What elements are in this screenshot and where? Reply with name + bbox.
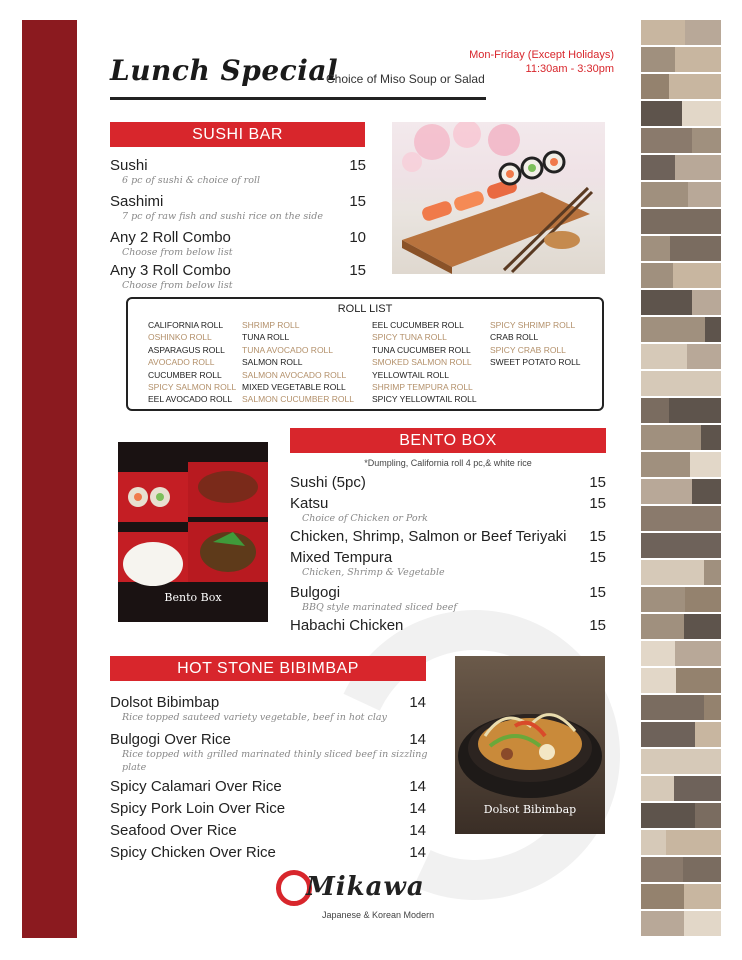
item-price: 15 [349, 262, 366, 279]
item-price: 14 [409, 694, 426, 711]
left-decorative-bar [22, 20, 77, 938]
bento-photo-caption: Bento Box [164, 591, 222, 604]
item-name: Bulgogi Over Rice [110, 731, 231, 748]
item-name: Spicy Calamari Over Rice [110, 778, 282, 795]
roll-item: TUNA AVOCADO ROLL [242, 344, 334, 355]
roll-item: SALMON AVOCADO ROLL [242, 369, 347, 380]
item-name: Katsu [290, 495, 329, 512]
hours-time: 11:30am - 3:30pm [525, 63, 614, 75]
page-subtitle: Choice of Miso Soup or Salad [326, 72, 485, 86]
item-price: 14 [409, 731, 426, 748]
item-name: Spicy Pork Loin Over Rice [110, 800, 286, 817]
item-price: 14 [409, 800, 426, 817]
bibimbap-photo-caption: Dolsot Bibimbap [483, 803, 577, 816]
item-name: Habachi Chicken [290, 617, 404, 634]
bento-box-photo [118, 442, 268, 622]
roll-list-column [242, 319, 354, 406]
roll-list-title: ROLL LIST [337, 303, 393, 315]
roll-item: TUNA CUCUMBER ROLL [372, 344, 471, 355]
roll-item: YELLOWTAIL ROLL [372, 369, 449, 380]
item-description: Choose from below list [122, 247, 233, 258]
item-price: 15 [589, 474, 606, 491]
roll-item: SALMON ROLL [242, 357, 303, 368]
sushi-bar-header: SUSHI BAR [110, 122, 365, 147]
item-price: 15 [589, 495, 606, 512]
item-name: Sushi (5pc) [290, 474, 366, 491]
item-price: 10 [349, 229, 366, 246]
item-description: Rice topped sauteed variety vegetable, beef in hot clay [122, 712, 387, 723]
roll-item: SWEET POTATO ROLL [490, 357, 581, 368]
item-price: 15 [349, 193, 366, 210]
item-price: 14 [409, 844, 426, 861]
item-description: 6 pc of sushi & choice of roll [122, 175, 261, 186]
roll-list-column [372, 319, 477, 406]
roll-item: SPICY SALMON ROLL [148, 382, 237, 393]
menu-header [110, 52, 486, 100]
item-description: Rice topped with grilled marinated thinly sliced beef in sizzling [122, 749, 428, 760]
mikawa-logo [276, 866, 466, 926]
roll-item: SHRIMP TEMPURA ROLL [372, 382, 473, 393]
roll-list-column [148, 319, 236, 406]
item-price: 15 [589, 617, 606, 634]
item-description: Choice of Chicken or Pork [302, 513, 428, 524]
roll-item: CALIFORNIA ROLL [148, 320, 224, 330]
bento-box-header: BENTO BOX [290, 428, 606, 453]
dolsot-bibimbap-photo [455, 656, 605, 834]
roll-item: SALMON CUCUMBER ROLL [242, 394, 354, 405]
item-name: Mixed Tempura [290, 549, 393, 566]
logo-tagline: Japanese & Korean Modern [322, 910, 435, 920]
item-name: Dolsot Bibimbap [110, 694, 220, 711]
item-description: 7 pc of raw fish and sushi rice on the side [122, 211, 323, 222]
hours-days: Mon-Friday (Except Holidays) [469, 49, 614, 61]
roll-item: SHRIMP ROLL [242, 320, 300, 330]
roll-list-column [490, 319, 581, 369]
roll-item: CRAB ROLL [490, 332, 539, 343]
item-price: 15 [589, 584, 606, 601]
roll-item: AVOCADO ROLL [148, 357, 215, 368]
item-name: Any 3 Roll Combo [110, 262, 231, 279]
item-name: Seafood Over Rice [110, 822, 237, 839]
roll-item: SMOKED SALMON ROLL [372, 357, 472, 368]
roll-item: CUCUMBER ROLL [148, 369, 222, 380]
page-title: Lunch Special [110, 54, 339, 87]
item-description: Choose from below list [122, 280, 233, 291]
roll-item: OSHINKO ROLL [148, 332, 212, 343]
item-price: 15 [349, 157, 366, 174]
sushi-photo [392, 122, 605, 274]
roll-item: EEL AVOCADO ROLL [148, 394, 233, 405]
logo-wordmark: Mikawa [306, 872, 425, 902]
roll-item: TUNA ROLL [242, 332, 290, 343]
roll-item: MIXED VEGETABLE ROLL [242, 382, 346, 393]
item-name: Spicy Chicken Over Rice [110, 844, 276, 861]
item-price: 15 [589, 528, 606, 545]
bibimbap-header: HOT STONE BIBIMBAP [110, 656, 426, 681]
roll-item: ASPARAGUS ROLL [148, 344, 225, 355]
item-description: BBQ style marinated sliced beef [302, 602, 457, 613]
roll-item: SPICY SHRIMP ROLL [490, 320, 576, 330]
roll-list-box [126, 297, 604, 411]
roll-item: SPICY CRAB ROLL [490, 344, 566, 355]
roll-item: SPICY TUNA ROLL [372, 332, 447, 343]
item-name: Sushi [110, 157, 148, 174]
roll-item: EEL CUCUMBER ROLL [372, 320, 464, 330]
item-name: Sashimi [110, 193, 164, 210]
roll-item: SPICY YELLOWTAIL ROLL [372, 394, 477, 405]
item-price: 15 [589, 549, 606, 566]
item-name: Chicken, Shrimp, Salmon or Beef Teriyaki [290, 528, 567, 545]
item-price: 14 [409, 778, 426, 795]
item-description: Chicken, Shrimp & Vegetable [302, 567, 445, 578]
item-description-continued: plate [122, 762, 147, 773]
lunch-hours [469, 48, 614, 76]
wood-panel-decoration [641, 20, 721, 938]
bento-box-note: *Dumpling, California roll 4 pc,& white rice [364, 458, 532, 468]
item-name: Any 2 Roll Combo [110, 229, 231, 246]
item-name: Bulgogi [290, 584, 341, 601]
item-price: 14 [409, 822, 426, 839]
